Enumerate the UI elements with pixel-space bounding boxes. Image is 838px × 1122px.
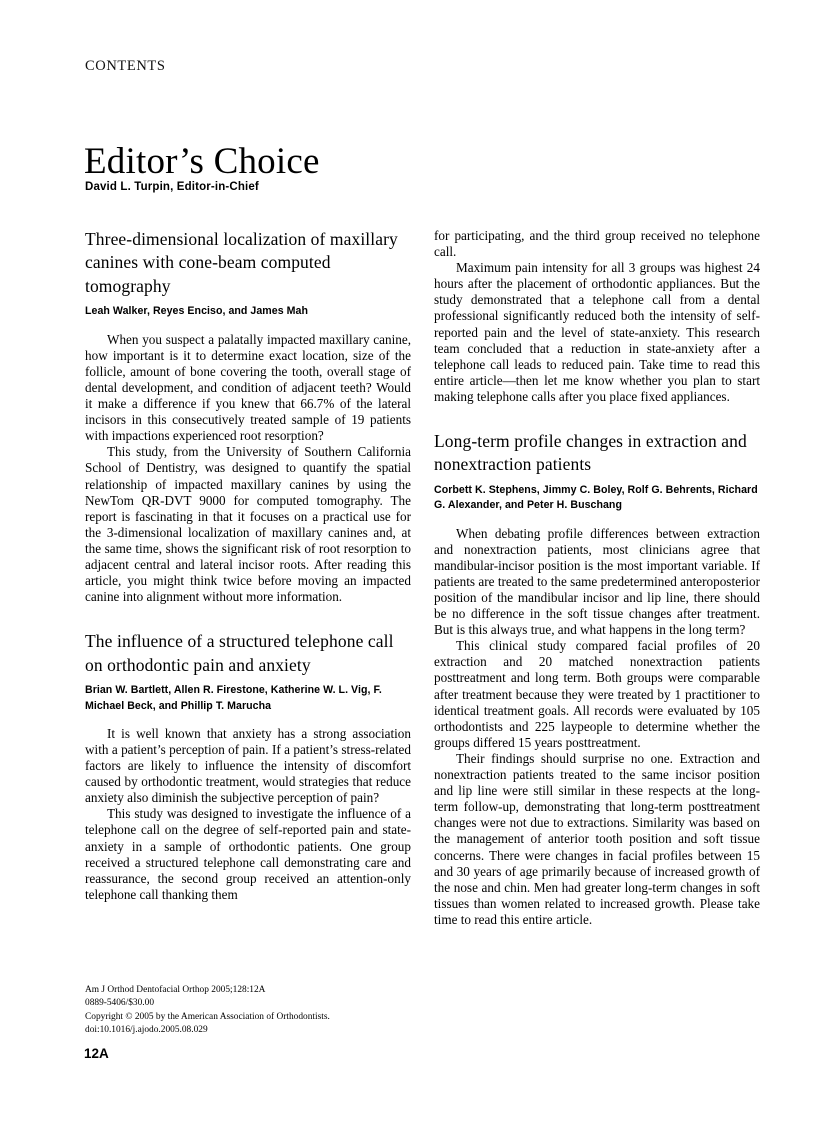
article-title-long-term-profile-changes[interactable]: Long-term profile changes in extraction and nonextraction patients [434,431,747,475]
article-paragraph: This study, from the University of Southern California School of Dentistry, was designed to quantify the spatial relationship of impacted maxillary canines by using the NewTom QR-DVT 9000 for computed tomography. The report is fascinating in that it focuses on a practical use for the 3-dimensional localization of maxillary canines and, at the same time, shows the significant risk of root resorption to adjacent central and lateral incisor roots. After reading this article, you might think twice before moving an impacted canine into alignment without more information. [85,444,411,605]
article-paragraph-continued-next-column: This study was designed to investigate the influence of a telephone call on the degree of self-reported pain and state-anxiety in a sample of orthodontic patients. One group received a structured telephone call demonstrating care and reassurance, the second group received an attention-only telephone call thanking them [85,806,411,902]
footer-citation-block [85,984,485,1037]
article-paragraph: It is well known that anxiety has a strong association with a patient’s perception of pain. If a patient’s stress-related factors are likely to influence the intensity of discomfort caused by orthodontic treatment, would strategies that reduce anxiety also diminish the subjective perception of pain? [85,725,411,806]
section-label-contents: CONTENTS [85,58,166,74]
footer-issn: 0889-5406/$30.00 [85,998,155,1009]
page-title: Editor’s Choice [84,140,320,182]
article-title-structured-telephone-call[interactable]: The influence of a structured telephone call on orthodontic pain and anxiety [85,631,394,675]
footer-citation: Am J Orthod Dentofacial Orthop 2005;128:12A [85,985,266,995]
article-authors-three-dimensional-localization: Leah Walker, Reyes Enciso, and James Mah [85,305,308,318]
footer-doi: doi:10.1016/j.ajodo.2005.08.029 [85,1024,208,1035]
article-paragraph: When you suspect a palatally impacted maxillary canine, how important is it to determine exact location, size of the follicle, amount of bone covering the tooth, overall stage of dental development, and condition of adjacent teeth? Would it make a difference if you knew that 66.7% of the lateral incisors in this consecutively treated sample of 19 patients with impactions experienced root resorption? [85,331,411,444]
column-right [434,228,760,928]
article-paragraph: Maximum pain intensity for all 3 groups was highest 24 hours after the placement of orthodontic appliances. But the study demonstrated that a telephone call from a dental professional significantly reduced both the intensity of self-reported pain and the level of state-anxiety. This research team concluded that a reduction in state-anxiety after a telephone call leads to reduced pain. Take time to read this entire article—then let me know whether you plan to start making telephone calls after you place fixed appliances. [434,260,760,404]
footer-copyright: Copyright © 2005 by the American Association of Orthodontists. [85,1011,330,1022]
editor-byline: David L. Turpin, Editor-in-Chief [85,181,259,193]
article-paragraph-continuation: for participating, and the third group received no telephone call. [434,228,760,260]
article-title-three-dimensional-localization[interactable]: Three-dimensional localization of maxillary canines with cone-beam computed tomography [85,229,398,296]
article-authors-structured-telephone-call: Brian W. Bartlett, Allen R. Firestone, Katherine W. L. Vig, F. Michael Beck, and Phillip T. Marucha [85,684,382,712]
article-paragraph: Their findings should surprise no one. Extraction and nonextraction patients treated to the same incisor position and lip line were still similar in these respects at the long-term follow-up, demonstrating that long-term posttreatment changes were not due to extractions. Similarity was based on the management of anterior tooth position and soft tissue concerns. There were changes in facial profiles between 15 and 30 years of age primarily because of increased growth of the nose and chin. Men had greater long-term changes in soft tissues than women related to increased growth. Please take time to read this entire article. [434,750,760,927]
article-authors-long-term-profile-changes: Corbett K. Stephens, Jimmy C. Boley, Rolf G. Behrents, Richard G. Alexander, and Peter H. Buschang [434,483,758,512]
column-left [85,228,411,903]
article-paragraph: This clinical study compared facial profiles of 20 extraction and 20 matched nonextraction patients posttreatment and long term. Both groups were comparable after treatment because they were treated by 1 practitioner to identical treatment goals. All records were evaluated by 105 orthodontists and 225 laypeople to determine whether the groups differed 15 years posttreatment. [434,638,760,750]
article-columns [85,228,760,958]
page-number: 12A [84,1046,109,1061]
article-paragraph: When debating profile differences between extraction and nonextraction patients, most clinicians agree that mandibular-incisor position is the most important variable. If patients are treated to the same predetermined anteroposterior position of the mandibular incisor and lip line, there should be no difference in the soft tissue changes after treatment. But is this always true, and what happens in the long term? [434,525,760,638]
